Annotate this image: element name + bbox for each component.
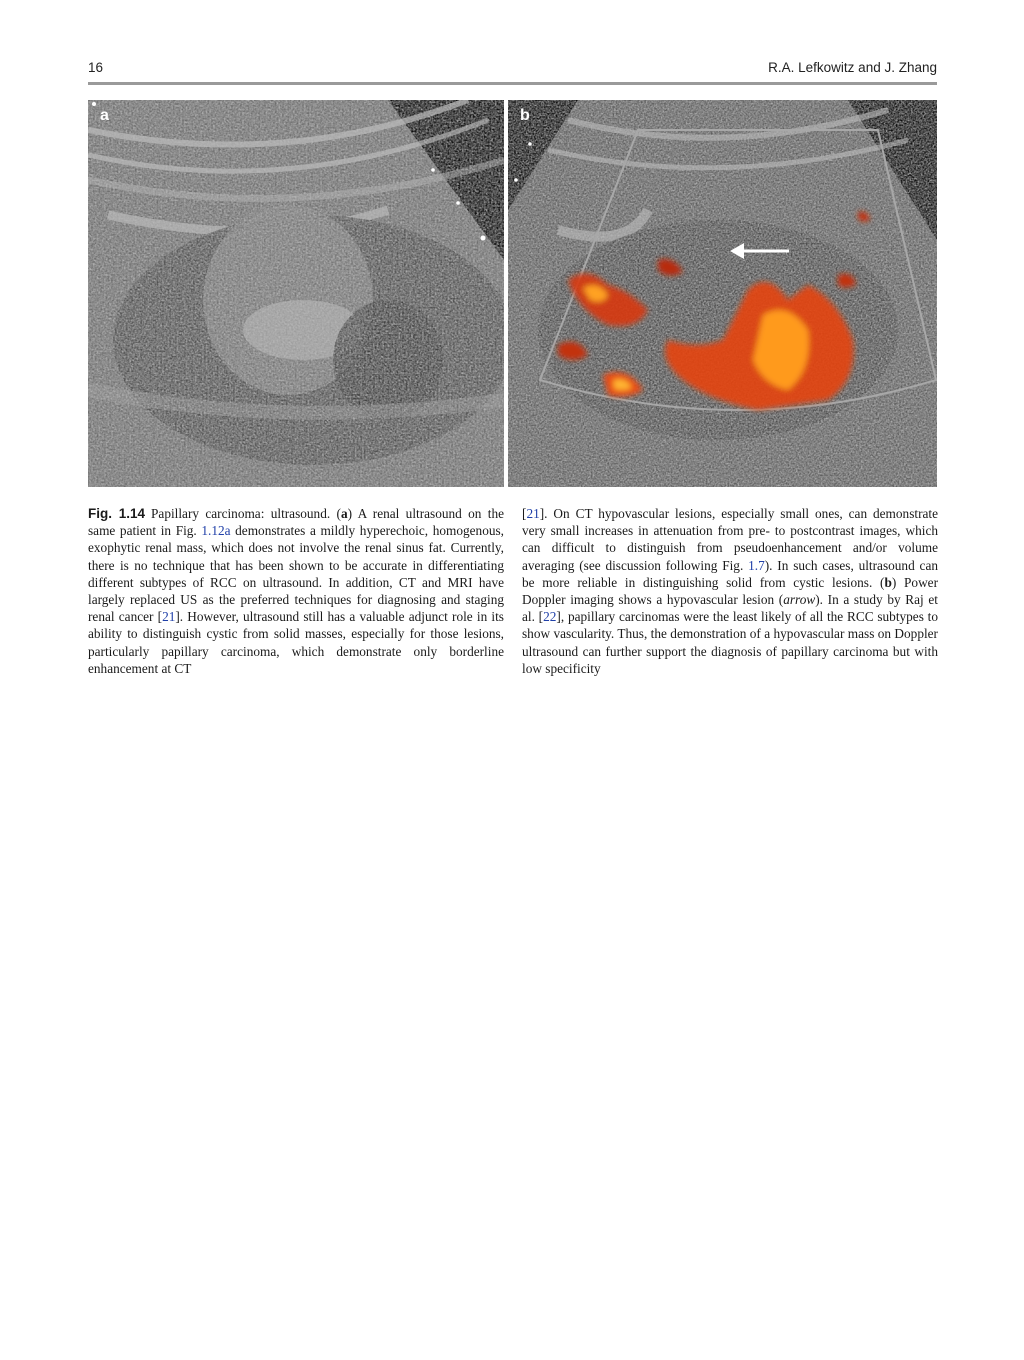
figure-caption-left: [88, 505, 504, 677]
caption-text: ], papillary carcinomas were the least likely of all the RCC subtypes to show vascularity. Thus, the demonstration of a hypovascular mass on Doppler ultrasound can further support the diagnosis of papillary carcinoma but with low specificity: [522, 609, 938, 676]
caption-text: [: [522, 506, 527, 521]
ultrasound-image-a: [88, 100, 504, 487]
panel-label-a: a: [100, 107, 109, 124]
figure-panel-b: [508, 100, 937, 487]
citation-link[interactable]: 22: [543, 609, 557, 625]
figure-panel-a: [88, 100, 504, 487]
page-number: 16: [88, 60, 104, 75]
running-header-authors: R.A. Lefkowitz and J. Zhang: [768, 60, 937, 75]
figure-label: Fig. 1.14: [88, 506, 146, 521]
figure-caption-right: [522, 505, 938, 677]
caption-text: ). In a study by Raj et al. [: [522, 592, 938, 625]
panel-ref-a: a: [340, 506, 348, 521]
caption-text: Papillary carcinoma: ultrasound. (: [151, 506, 341, 521]
panel-ref-b: b: [884, 574, 892, 590]
caption-text: ]. On CT hypovascular lesions, especially small ones, can demonstrate very small increases in attenuation from pre- to postcontrast images, which can difficult to distinguish from pseudoenhancement and/or volume averaging (see discussion following Fig.: [522, 506, 938, 573]
caption-text: ) Power Doppler imaging shows a hypovascular lesion (: [522, 574, 938, 608]
arrow-term: arrow: [783, 592, 816, 608]
figure-link[interactable]: 1.12a: [201, 523, 231, 539]
caption-text: demonstrates a mildly hyperechoic, homogenous, exophytic renal mass, which does not involve the renal sinus fat. Currently, there is no technique that has been shown to be accurate in differentiating different subtypes of RCC on ultrasound. In addition, CT and MRI have largely replaced US as the preferred techniques for diagnosing and staging renal cancer [: [88, 523, 504, 625]
ultrasound-image-b: [508, 100, 937, 487]
panel-label-b: b: [520, 107, 530, 124]
running-header: [88, 60, 937, 80]
citation-link[interactable]: 21: [162, 609, 176, 625]
header-rule: [88, 82, 937, 85]
caption-text: ) A renal ultrasound on the same patient in Fig.: [88, 506, 504, 539]
caption-text: ). In such cases, ultrasound can be more reliable in distinguishing solid from cystic lesions. (: [522, 557, 938, 590]
figure-link[interactable]: 1.7: [748, 557, 765, 573]
caption-text: ]. However, ultrasound still has a valuable adjunct role in its ability to distinguish cystic from solid masses, especially for those lesions, particularly papillary carcinoma, which demonstrate only borderline enhancement at CT: [88, 609, 504, 676]
citation-link[interactable]: 21: [526, 506, 540, 521]
